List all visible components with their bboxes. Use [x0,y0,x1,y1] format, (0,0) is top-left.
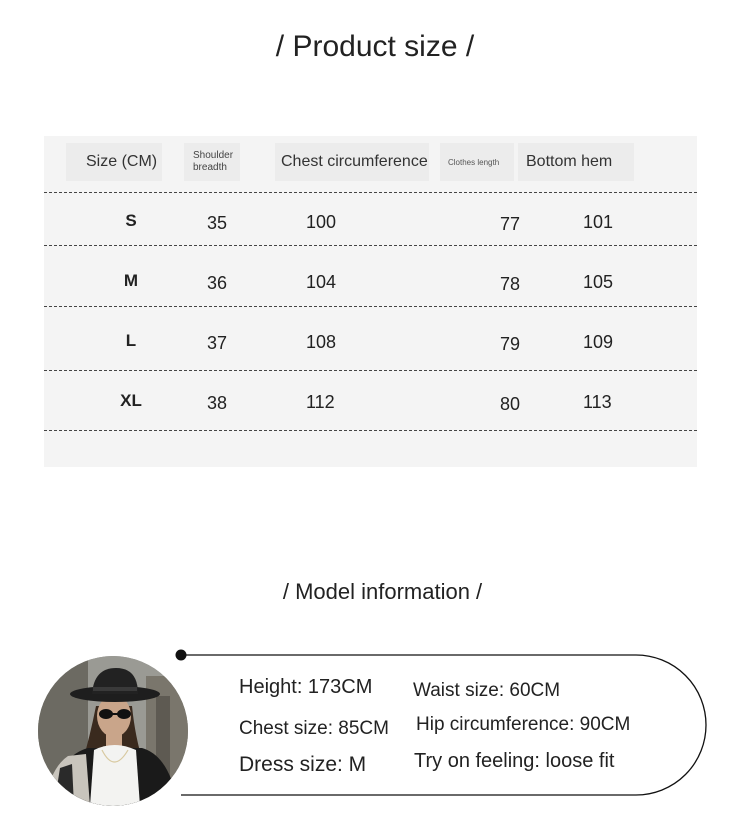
cell-hem: 113 [583,392,612,412]
header-size: Size (CM) [66,143,162,181]
header-shoulder-breadth: Shoulder breadth [184,143,240,181]
header-chest-circumference: Chest circumference [275,143,429,181]
cell-length: 80 [500,394,521,414]
model-chest: Chest size: 85CM [239,718,389,739]
table-row [44,312,697,372]
cell-size: S [125,211,137,230]
cell-length: 77 [500,214,521,234]
header-bottom-hem: Bottom hem [518,143,634,181]
cell-hem: 105 [583,272,614,292]
cell-hem: 109 [583,332,614,352]
row-divider [44,430,697,431]
model-photo [38,656,188,806]
cell-size: L [125,331,137,350]
header-clothes-length: Clothes length [440,143,514,181]
cell-size: XL [120,391,142,410]
cell-length: 78 [500,274,521,294]
table-header [44,136,697,190]
cell-length: 79 [500,334,521,354]
table-row [44,192,697,252]
cell-chest: 112 [306,392,335,412]
model-height: Height: 173CM [239,676,373,698]
model-info-title: / Model information / [282,579,483,604]
model-hip: Hip circumference: 90CM [416,714,631,735]
cell-size: M [123,271,139,290]
cell-chest: 100 [306,212,337,232]
size-table [44,136,697,467]
row-divider [44,370,697,371]
model-try-on-feeling: Try on feeling: loose fit [414,750,615,772]
model-dress-size: Dress size: M [239,753,367,776]
cell-chest: 104 [306,272,337,292]
cell-hem: 101 [583,212,614,232]
row-divider [44,306,697,307]
cell-shoulder: 37 [207,333,228,353]
row-divider [44,245,697,246]
model-waist: Waist size: 60CM [413,680,561,701]
cell-shoulder: 38 [207,393,228,413]
cell-shoulder: 35 [207,213,228,233]
table-row [44,372,697,432]
product-size-title: / Product size / [275,30,475,63]
table-row [44,252,697,312]
cell-shoulder: 36 [207,273,228,293]
cell-chest: 108 [306,332,337,352]
